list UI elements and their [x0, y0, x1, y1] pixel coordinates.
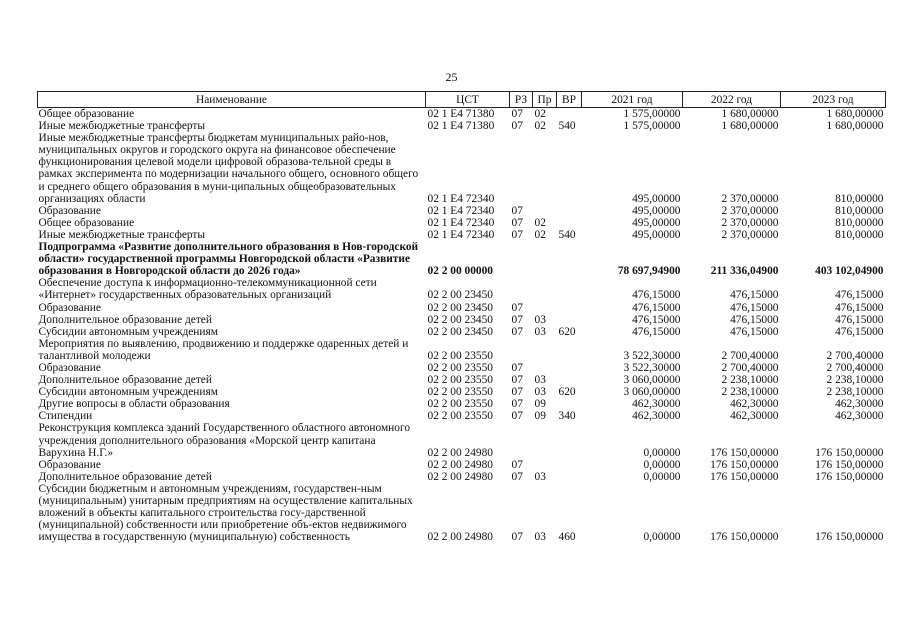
budget-table	[37, 91, 886, 543]
cell-vr	[557, 205, 582, 217]
cell-pr: 03	[534, 313, 546, 326]
cell-pr	[533, 277, 557, 301]
cell-rz	[510, 132, 533, 205]
cell-2023: 462,30000	[835, 398, 884, 411]
table-row	[38, 120, 886, 132]
cell-cst: 02 1 E4 71380	[427, 120, 495, 133]
cell-rz: 07	[511, 361, 523, 374]
cell-2022: 476,15000	[730, 301, 779, 314]
cell-2022: 2 238,10000	[721, 386, 779, 399]
cell-cst: 02 2 00 23550	[427, 361, 493, 374]
cell-pr: 03	[534, 374, 546, 387]
cell-cst: 02 2 00 24980	[427, 470, 493, 483]
cell-cst: 02 2 00 23550	[427, 386, 493, 399]
cell-rz: 07	[511, 531, 523, 544]
cell-pr: 03	[534, 531, 546, 544]
cell-name: Образование	[38, 204, 101, 217]
cell-rz: 07	[511, 374, 523, 387]
cell-name: Дополнительное образование детей	[38, 313, 212, 326]
cell-2023: 462,30000	[835, 410, 884, 423]
cell-pr	[533, 302, 557, 314]
cell-rz: 07	[511, 398, 523, 411]
cell-name: Иные межбюджетные трансферты	[38, 120, 206, 133]
cell-vr	[557, 422, 582, 458]
cell-pr	[533, 459, 557, 471]
cell-vr	[557, 459, 582, 471]
cell-2023: 476,15000	[835, 301, 884, 314]
cell-rz: 07	[511, 325, 523, 338]
cell-cst: 02 2 00 23450	[427, 289, 493, 302]
cell-2021: 495,00000	[632, 204, 681, 217]
cell-2021: 495,00000	[632, 228, 681, 241]
cell-2021: 0,00000	[643, 531, 681, 544]
cell-rz	[510, 277, 533, 301]
cell-cst: 02 2 00 24980	[427, 531, 493, 544]
cell-2022: 2 370,00000	[721, 216, 779, 229]
cell-2022: 176 150,00000	[710, 446, 779, 459]
table-row	[38, 205, 886, 217]
cell-2021: 476,15000	[632, 301, 681, 314]
cell-2023: 1 680,00000	[826, 108, 884, 120]
cell-rz: 07	[511, 470, 523, 483]
cell-2021: 476,15000	[632, 325, 681, 338]
cell-vr: 540	[558, 120, 576, 133]
cell-rz: 07	[511, 458, 523, 471]
cell-vr: 340	[558, 410, 576, 423]
header-2023: 2023 год	[781, 92, 886, 108]
cell-vr	[557, 217, 582, 229]
cell-cst: 02 2 00 23450	[427, 313, 493, 326]
cell-vr	[557, 241, 582, 277]
table-row	[38, 326, 886, 338]
cell-rz	[510, 422, 533, 458]
cell-2023: 476,15000	[835, 289, 884, 302]
cell-cst: 02 2 00 24980	[427, 458, 493, 471]
cell-cst: 02 1 E4 72340	[427, 204, 495, 217]
cell-name: Дополнительное образование детей	[38, 470, 212, 483]
table-row	[38, 459, 886, 471]
cell-2023: 403 102,04900	[815, 265, 884, 278]
cell-2023: 2 238,10000	[826, 386, 884, 399]
cell-rz	[510, 241, 533, 277]
cell-pr: 02	[534, 108, 546, 120]
cell-cst: 02 1 E4 71380	[427, 108, 495, 120]
cell-name: Мероприятия по выявлению, продвижению и поддержке одаренных детей и талантливой молодежи	[38, 337, 409, 362]
cell-pr: 09	[534, 410, 546, 423]
cell-pr: 02	[534, 120, 546, 133]
cell-2021: 0,00000	[643, 446, 681, 459]
cell-rz: 07	[511, 301, 523, 314]
table-row	[38, 386, 886, 398]
cell-rz: 07	[511, 228, 523, 241]
cell-vr	[557, 302, 582, 314]
table-row	[38, 410, 886, 422]
cell-2021: 3 522,30000	[623, 349, 681, 362]
cell-2021: 3 060,00000	[623, 386, 681, 399]
cell-rz: 07	[511, 216, 523, 229]
cell-pr: 02	[534, 228, 546, 241]
table-row	[38, 471, 886, 483]
cell-2023: 2 700,40000	[826, 361, 884, 374]
cell-2021: 3 522,30000	[623, 361, 681, 374]
cell-rz: 07	[511, 108, 523, 120]
cell-vr	[557, 108, 582, 121]
cell-rz: 07	[511, 313, 523, 326]
cell-2023: 476,15000	[835, 313, 884, 326]
cell-2021: 495,00000	[632, 216, 681, 229]
header-pr: Пр	[533, 92, 557, 108]
cell-vr	[557, 398, 582, 410]
cell-name: Стипендии	[38, 410, 93, 423]
header-vr: ВР	[557, 92, 582, 108]
cell-2022: 2 370,00000	[721, 192, 779, 205]
cell-2023: 810,00000	[835, 204, 884, 217]
cell-cst: 02 2 00 23550	[427, 349, 493, 362]
cell-pr	[533, 338, 557, 362]
header-cst: ЦСТ	[426, 92, 510, 108]
page-number: 25	[445, 70, 458, 84]
cell-2022: 476,15000	[730, 325, 779, 338]
cell-name: Иные межбюджетные трансферты бюджетам муниципальных райо-нов, муниципальных округов и городского округа на финансовое обеспечение функционирования целевой модели цифровой образова-тельной среды в рамках эксперимента по модернизации начального общего, основного общего и среднего общего образования в муни-ципальных общеобразовательных организациях области	[38, 132, 419, 205]
table-row	[38, 398, 886, 410]
cell-2022: 2 700,40000	[721, 349, 779, 362]
header-2021: 2021 год	[582, 92, 683, 108]
cell-name: Субсидии автономным учреждениям	[38, 325, 218, 338]
cell-pr: 03	[534, 325, 546, 338]
cell-2021: 1 575,00000	[623, 108, 681, 120]
cell-2022: 176 150,00000	[710, 531, 779, 544]
cell-2022: 476,15000	[730, 289, 779, 302]
cell-cst: 02 2 00 23550	[427, 374, 493, 387]
table-header-row	[38, 92, 886, 108]
table-row	[38, 108, 886, 121]
cell-rz: 07	[511, 410, 523, 423]
table-row	[38, 483, 886, 543]
cell-pr	[533, 132, 557, 205]
cell-2023: 2 238,10000	[826, 374, 884, 387]
header-2022: 2022 год	[683, 92, 781, 108]
cell-2022: 462,30000	[730, 410, 779, 423]
cell-rz	[510, 338, 533, 362]
cell-2023: 176 150,00000	[815, 458, 884, 471]
table-row	[38, 217, 886, 229]
cell-2021: 0,00000	[643, 470, 681, 483]
cell-2021: 476,15000	[632, 313, 681, 326]
cell-name: Образование	[38, 361, 101, 374]
cell-2023: 176 150,00000	[815, 470, 884, 483]
table-row	[38, 362, 886, 374]
header-rz: РЗ	[510, 92, 533, 108]
cell-name: Другие вопросы в области образования	[38, 398, 230, 411]
cell-pr: 09	[534, 398, 546, 411]
cell-2021: 476,15000	[632, 289, 681, 302]
cell-rz: 07	[511, 204, 523, 217]
cell-vr: 620	[558, 325, 576, 338]
cell-vr	[557, 362, 582, 374]
cell-vr	[557, 277, 582, 301]
cell-pr	[533, 362, 557, 374]
cell-name: Дополнительное образование детей	[38, 374, 212, 387]
cell-vr	[557, 374, 582, 386]
cell-vr: 540	[558, 228, 576, 241]
table-row	[38, 229, 886, 241]
cell-2021: 0,00000	[643, 458, 681, 471]
cell-2023: 810,00000	[835, 216, 884, 229]
cell-2023: 176 150,00000	[815, 446, 884, 459]
cell-2022: 2 700,40000	[721, 361, 779, 374]
cell-cst: 02 1 E4 72340	[427, 228, 495, 241]
cell-cst: 02 2 00 00000	[427, 265, 493, 278]
cell-pr	[533, 241, 557, 277]
cell-cst: 02 2 00 23450	[427, 325, 493, 338]
cell-2022: 476,15000	[730, 313, 779, 326]
cell-2023: 2 700,40000	[826, 349, 884, 362]
header-name: Наименование	[38, 92, 426, 108]
cell-2023: 476,15000	[835, 325, 884, 338]
cell-name: Реконструкция комплекса зданий Государственного областного автономного учреждения дополнительного образования «Морской центр капитана Варухина Н.Г.»	[38, 422, 411, 459]
cell-2022: 1 680,00000	[721, 108, 779, 120]
cell-pr	[533, 205, 557, 217]
cell-vr: 460	[558, 531, 576, 544]
table-row	[38, 277, 886, 301]
cell-name: Иные межбюджетные трансферты	[38, 228, 206, 241]
cell-2023: 810,00000	[835, 228, 884, 241]
table-row	[38, 338, 886, 362]
cell-cst: 02 2 00 23550	[427, 410, 493, 423]
cell-name: Субсидии автономным учреждениям	[38, 386, 218, 399]
cell-name: Образование	[38, 301, 101, 314]
cell-2022: 211 336,04900	[710, 265, 779, 278]
table-row	[38, 314, 886, 326]
cell-vr	[557, 132, 582, 205]
cell-rz: 07	[511, 386, 523, 399]
cell-2021: 462,30000	[632, 398, 681, 411]
cell-cst: 02 1 E4 72340	[427, 192, 495, 205]
cell-name: Подпрограмма «Развитие дополнительного образования в Нов-городской области» государственной программы Новгородской области «Развитие образования в Новгородской области до 2026 года»	[38, 241, 419, 278]
table-row	[38, 241, 886, 277]
cell-cst: 02 1 E4 72340	[427, 216, 495, 229]
cell-pr: 02	[534, 216, 546, 229]
cell-name: Образование	[38, 458, 101, 471]
cell-name: Общее образование	[38, 216, 135, 229]
cell-name: Субсидии бюджетным и автономным учреждениям, государствен-ным (муниципальным) унитарным предприятиям на осуществление капитальных вложений в объекты капитального строительства госу-дарственной (муниципальной) собственности или приобретение объ-ектов недвижимого имущества в государственную (муниципальную) собственность	[38, 482, 413, 544]
cell-vr	[557, 338, 582, 362]
cell-2021: 495,00000	[632, 192, 681, 205]
cell-vr	[557, 314, 582, 326]
cell-cst: 02 2 00 23450	[427, 301, 493, 314]
table-row	[38, 374, 886, 386]
cell-2023: 1 680,00000	[826, 120, 884, 133]
cell-2023: 810,00000	[835, 192, 884, 205]
table-row	[38, 132, 886, 205]
table-row	[38, 302, 886, 314]
table-row	[38, 422, 886, 458]
cell-2021: 1 575,00000	[623, 120, 681, 133]
cell-2022: 176 150,00000	[710, 470, 779, 483]
cell-pr: 03	[534, 470, 546, 483]
cell-2022: 2 238,10000	[721, 374, 779, 387]
cell-2023: 176 150,00000	[815, 531, 884, 544]
cell-2021: 78 697,94900	[617, 265, 681, 278]
cell-2022: 1 680,00000	[721, 120, 779, 133]
cell-cst: 02 2 00 24980	[427, 446, 493, 459]
cell-pr	[533, 422, 557, 458]
cell-2021: 462,30000	[632, 410, 681, 423]
cell-name: Общее образование	[38, 108, 135, 120]
cell-cst: 02 2 00 23550	[427, 398, 493, 411]
cell-vr: 620	[558, 386, 576, 399]
cell-vr	[557, 471, 582, 483]
cell-2022: 176 150,00000	[710, 458, 779, 471]
cell-2022: 2 370,00000	[721, 204, 779, 217]
cell-2022: 2 370,00000	[721, 228, 779, 241]
cell-2022: 462,30000	[730, 398, 779, 411]
cell-2021: 3 060,00000	[623, 374, 681, 387]
cell-rz: 07	[511, 120, 523, 133]
cell-pr: 03	[534, 386, 546, 399]
cell-name: Обеспечение доступа к информационно-телекоммуникационной сети «Интернет» государственных образовательных организаций	[38, 277, 377, 302]
